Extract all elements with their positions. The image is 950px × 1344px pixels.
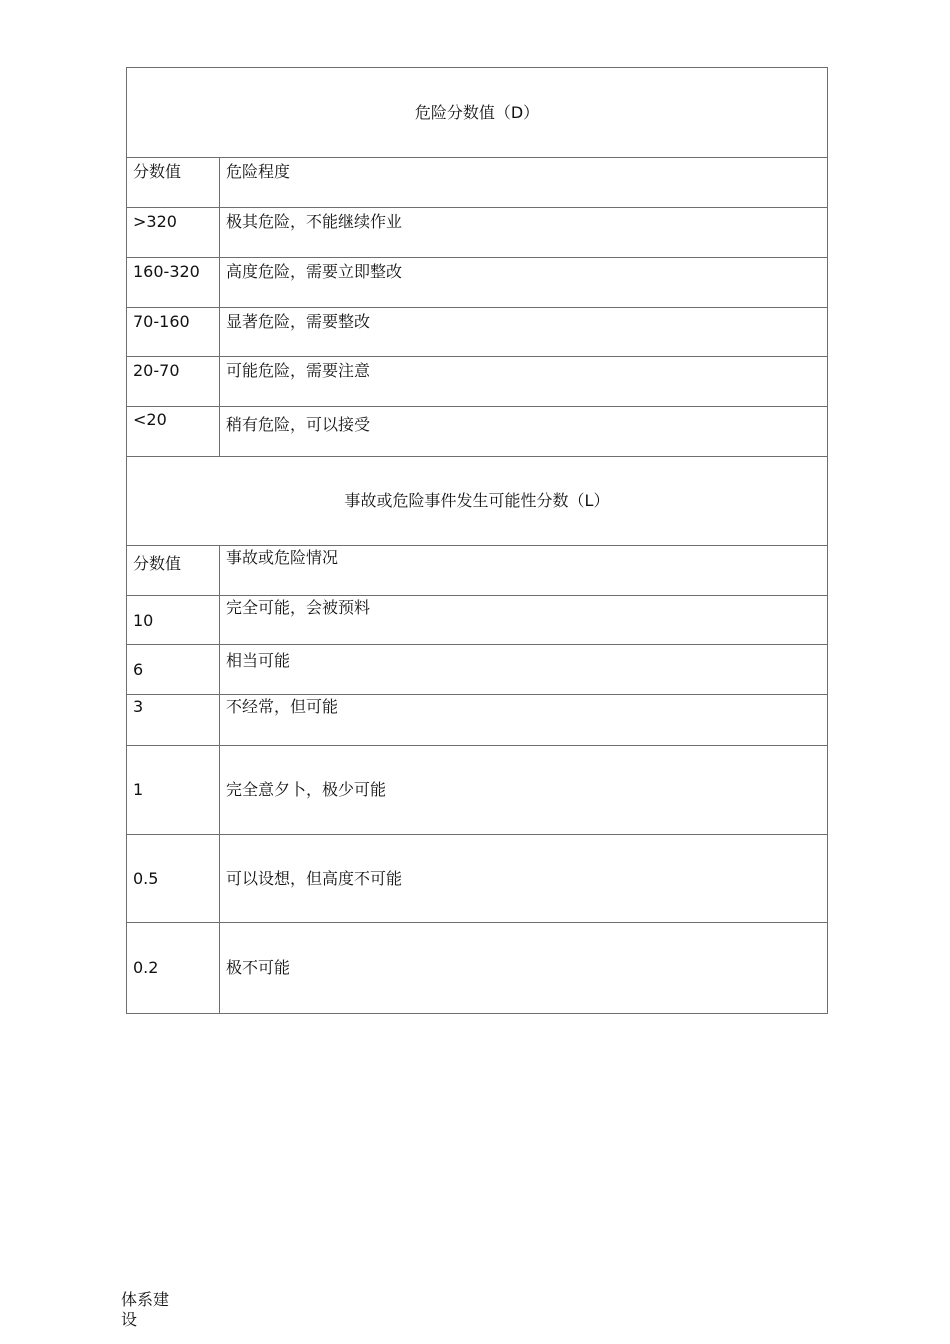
accident-description: 极不可能: [220, 923, 828, 1014]
score-value: <20: [127, 407, 220, 457]
table-row: [127, 645, 828, 695]
header-score-label: 分数值: [127, 158, 220, 208]
danger-description: 极其危险，不能继续作业: [220, 208, 828, 258]
section-d-title: 危险分数值（D）: [127, 68, 828, 158]
header-accident-label: 事故或危险情况: [220, 546, 828, 596]
section-l-title-row: [127, 457, 828, 546]
section-d-title-row: [127, 68, 828, 158]
accident-description: 不经常，但可能: [220, 695, 828, 746]
score-value: 6: [127, 645, 220, 695]
accident-description: 完全意夕卜，极少可能: [220, 746, 828, 835]
table-row: [127, 746, 828, 835]
table-row: [127, 923, 828, 1014]
score-value: 3: [127, 695, 220, 746]
score-value: 0.2: [127, 923, 220, 1014]
score-value: >320: [127, 208, 220, 258]
danger-description: 高度危险，需要立即整改: [220, 258, 828, 308]
danger-description: 稍有危险，可以接受: [220, 407, 828, 457]
table-row: [127, 407, 828, 457]
table-row: [127, 835, 828, 923]
table-row: [127, 308, 828, 357]
header-danger-level-label: 危险程度: [220, 158, 828, 208]
score-value: 0.5: [127, 835, 220, 923]
table-row: [127, 208, 828, 258]
table-row: [127, 695, 828, 746]
score-value: 20-70: [127, 357, 220, 407]
table-row: [127, 357, 828, 407]
danger-description: 可能危险，需要注意: [220, 357, 828, 407]
score-value: 10: [127, 596, 220, 645]
risk-score-table: [126, 67, 828, 1014]
section-d-header-row: [127, 158, 828, 208]
accident-description: 相当可能: [220, 645, 828, 695]
section-l-title: 事故或危险事件发生可能性分数（L）: [127, 457, 828, 546]
danger-description: 显著危险，需要整改: [220, 308, 828, 357]
section-l-header-row: [127, 546, 828, 596]
score-value: 160-320: [127, 258, 220, 308]
score-value: 1: [127, 746, 220, 835]
table-row: [127, 596, 828, 645]
accident-description: 可以设想，但高度不可能: [220, 835, 828, 923]
footer-text: 体系建设: [121, 1290, 170, 1329]
header-score-label: 分数值: [127, 546, 220, 596]
score-value: 70-160: [127, 308, 220, 357]
table-row: [127, 258, 828, 308]
accident-description: 完全可能，会被预料: [220, 596, 828, 645]
